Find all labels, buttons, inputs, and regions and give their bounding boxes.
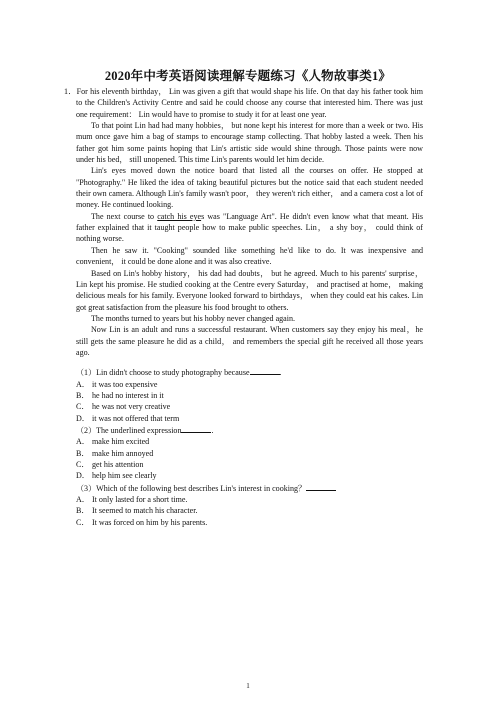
question-3-stem: （3）Which of the following best describes Lin's interest in cooking？ — [76, 482, 423, 494]
question-2-option-a: A． make him excited — [76, 437, 150, 447]
document-title: 2020年中考英语阅读理解专题练习《人物故事类1》 — [104, 69, 392, 83]
answer-blank — [306, 482, 336, 491]
question-1-option-d: D． it was not offered that term — [76, 413, 180, 423]
question-3-option-a: A． It only lasted for a short time. — [76, 495, 188, 505]
question-3-option-b: B． It seemed to match his character. — [76, 506, 198, 516]
question-2-option-c: C． get his attention — [76, 460, 144, 469]
passage-paragraph-4: The next course to catch his eyes was "Language Art". He didn't even know what that meant. His father explained that it taught people how to make public speeches. Lin， a shy boy， could think of nothing worse. — [76, 211, 423, 244]
question-1-option-a: A． it was too expensive — [76, 379, 158, 389]
passage-paragraph-5: Then he saw it. "Cooking" sounded like something he'd like to do. It was inexpensive and convenient， it could be done alone and it was also creative. — [76, 245, 423, 267]
question-1-stem: （1）Lin didn't choose to study photography because . — [76, 368, 282, 378]
spacer — [76, 358, 423, 366]
question-number: 1． — [64, 87, 77, 96]
document-body — [64, 86, 423, 528]
answer-blank — [181, 424, 211, 433]
passage-paragraph-7: The months turned to years but his hobby never changed again. — [91, 313, 296, 323]
question-1-option-b: B． he had no interest in it — [76, 390, 164, 400]
question-2-option-b: B． make him annoyed — [76, 448, 154, 458]
passage-paragraph-8: Now Lin is an adult and runs a successful restaurant. When customers say they enjoy his meal，he still gets the same pleasure he did as a child， and remembers the special gift he received all those years ago. — [76, 325, 423, 357]
question-1-option-c: C． he was not very creative — [76, 402, 171, 412]
passage-paragraph-3: Lin's eyes moved down the notice board that listed all the courses on offer. He stopped at "Photography." He liked the idea of taking beautiful pictures but the notice said that each student needed their own camera. Although Lin's family wasn't poor， they weren't rich either， and a camera cost a lot of money. He continued looking. — [76, 166, 423, 210]
answer-blank — [250, 366, 280, 375]
question-2-option-d: D． help him see clearly — [76, 471, 157, 481]
question-3-option-c: C． It was forced on him by his parents. — [76, 517, 208, 527]
underlined-expression: catch his eye — [157, 211, 202, 221]
question-2-stem: （2）The underlined expression . — [76, 425, 214, 435]
page-number: 1 — [246, 682, 250, 690]
passage-paragraph-2: To that point Lin had had many hobbies， but none kept his interest for more than a week or two. His mum once gave him a bag of stamps to encourage stamp collecting. That hobby lasted a week. Then his father got him some paints hoping that Lin's artistic side would shine through. Those paints were now under his bed， still unopened. This time Lin's parents would let him decide. — [76, 121, 423, 165]
passage-paragraph-6: Based on Lin's hobby history， his dad had doubts， but he agreed. Much to his parents' surprise，Lin kept his promise. He studied cooking at the Centre every Saturday， and practised at home， making delicious meals for his family. Everyone looked forward to birthdays， when they could eat his cakes. Lin got great satisfaction from the pleasure his food brought to others. — [76, 268, 423, 312]
passage-paragraph-1: 1．For his eleventh birthday， Lin was given a gift that would shape his life. On that day his father took him to the Children's Activity Centre and said he could choose any course that interested him. There was just one requirement： Lin would have to promise to study it for at least one year. — [64, 87, 423, 119]
